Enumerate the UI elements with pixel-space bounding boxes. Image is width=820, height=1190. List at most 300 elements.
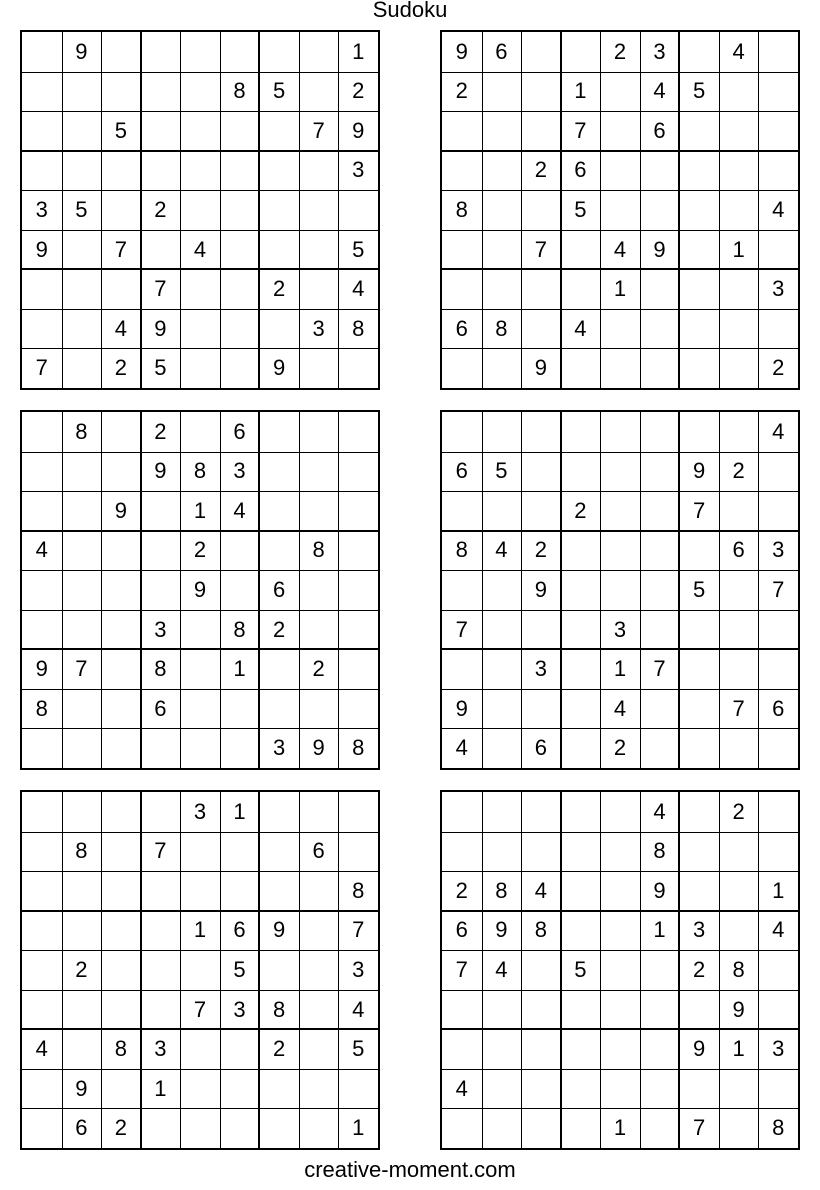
sudoku-cell[interactable] [22, 990, 62, 1030]
sudoku-cell[interactable] [180, 412, 220, 452]
sudoku-cell[interactable] [758, 610, 798, 650]
sudoku-cell[interactable] [62, 570, 102, 610]
sudoku-cell[interactable] [719, 911, 759, 951]
sudoku-cell[interactable]: 9 [35, 656, 48, 682]
sudoku-cell[interactable]: 8 [233, 616, 246, 642]
sudoku-cell[interactable]: 5 [233, 956, 246, 982]
sudoku-cell[interactable] [482, 72, 522, 112]
sudoku-cell[interactable] [299, 412, 339, 452]
sudoku-cell[interactable]: 5 [114, 117, 127, 143]
sudoku-cell[interactable]: 1 [613, 276, 627, 302]
sudoku-cell[interactable]: 1 [193, 917, 207, 943]
sudoku-cell[interactable] [442, 990, 482, 1030]
sudoku-cell[interactable] [482, 230, 522, 270]
sudoku-cell[interactable]: 4 [732, 38, 745, 64]
sudoku-cell[interactable] [220, 151, 260, 191]
sudoku-cell[interactable] [338, 610, 378, 650]
sudoku-cell[interactable] [640, 689, 680, 729]
sudoku-cell[interactable] [521, 32, 561, 72]
sudoku-cell[interactable]: 4 [455, 1075, 468, 1101]
sudoku-cell[interactable] [338, 190, 378, 230]
sudoku-cell[interactable]: 1 [233, 656, 246, 682]
sudoku-cell[interactable]: 7 [193, 996, 207, 1022]
sudoku-cell[interactable] [482, 1108, 522, 1148]
sudoku-cell[interactable] [299, 911, 339, 951]
sudoku-cell[interactable] [679, 151, 719, 191]
sudoku-cell[interactable] [259, 950, 299, 990]
sudoku-cell[interactable] [259, 649, 299, 689]
sudoku-cell[interactable]: 3 [35, 196, 48, 222]
sudoku-cell[interactable] [600, 412, 640, 452]
sudoku-cell[interactable] [679, 190, 719, 230]
sudoku-cell[interactable] [299, 151, 339, 191]
sudoku-cell[interactable] [299, 32, 339, 72]
sudoku-cell[interactable] [640, 412, 680, 452]
sudoku-cell[interactable]: 5 [352, 236, 365, 262]
sudoku-cell[interactable] [521, 72, 561, 112]
sudoku-cell[interactable] [338, 832, 378, 872]
sudoku-cell[interactable] [482, 689, 522, 729]
sudoku-cell[interactable]: 6 [732, 537, 745, 563]
sudoku-cell[interactable]: 1 [732, 236, 745, 262]
sudoku-cell[interactable] [600, 911, 640, 951]
sudoku-cell[interactable] [141, 871, 181, 911]
sudoku-cell[interactable] [758, 452, 798, 492]
sudoku-cell[interactable] [62, 230, 102, 270]
sudoku-cell[interactable] [482, 792, 522, 832]
sudoku-cell[interactable] [561, 269, 601, 309]
sudoku-cell[interactable]: 5 [692, 576, 706, 602]
sudoku-cell[interactable]: 8 [154, 656, 167, 682]
sudoku-cell[interactable]: 4 [653, 78, 666, 104]
sudoku-cell[interactable] [180, 1029, 220, 1069]
sudoku-cell[interactable] [679, 689, 719, 729]
sudoku-cell[interactable]: 5 [154, 355, 167, 381]
sudoku-cell[interactable] [220, 190, 260, 230]
sudoku-cell[interactable]: 5 [574, 196, 587, 222]
sudoku-cell[interactable] [101, 990, 141, 1030]
sudoku-cell[interactable] [600, 990, 640, 1030]
sudoku-cell[interactable] [561, 452, 601, 492]
sudoku-cell[interactable]: 2 [534, 537, 547, 563]
sudoku-cell[interactable] [338, 412, 378, 452]
sudoku-cell[interactable] [180, 1069, 220, 1109]
sudoku-cell[interactable]: 3 [154, 1036, 167, 1062]
sudoku-cell[interactable] [101, 151, 141, 191]
sudoku-cell[interactable] [62, 491, 102, 531]
sudoku-cell[interactable] [62, 151, 102, 191]
sudoku-cell[interactable] [338, 792, 378, 832]
sudoku-cell[interactable]: 9 [75, 1075, 88, 1101]
sudoku-cell[interactable] [259, 832, 299, 872]
sudoku-cell[interactable]: 1 [613, 656, 627, 682]
sudoku-cell[interactable]: 2 [732, 798, 745, 824]
sudoku-cell[interactable] [259, 309, 299, 349]
sudoku-cell[interactable] [640, 491, 680, 531]
sudoku-cell[interactable] [521, 190, 561, 230]
sudoku-cell[interactable] [299, 452, 339, 492]
sudoku-cell[interactable] [482, 151, 522, 191]
sudoku-cell[interactable] [758, 309, 798, 349]
sudoku-cell[interactable] [338, 348, 378, 388]
sudoku-cell[interactable] [338, 689, 378, 729]
sudoku-cell[interactable] [521, 1108, 561, 1148]
sudoku-cell[interactable] [299, 792, 339, 832]
sudoku-cell[interactable]: 6 [455, 315, 468, 341]
sudoku-cell[interactable] [180, 32, 220, 72]
sudoku-cell[interactable] [482, 269, 522, 309]
sudoku-cell[interactable] [22, 728, 62, 768]
sudoku-cell[interactable] [640, 950, 680, 990]
sudoku-cell[interactable]: 7 [732, 695, 745, 721]
sudoku-cell[interactable] [679, 230, 719, 270]
sudoku-cell[interactable] [719, 1108, 759, 1148]
sudoku-cell[interactable] [180, 348, 220, 388]
sudoku-cell[interactable]: 8 [653, 838, 666, 864]
sudoku-cell[interactable] [442, 792, 482, 832]
sudoku-cell[interactable] [719, 649, 759, 689]
sudoku-cell[interactable]: 7 [692, 1115, 706, 1141]
sudoku-cell[interactable]: 2 [272, 276, 286, 302]
sudoku-cell[interactable] [259, 190, 299, 230]
sudoku-cell[interactable] [141, 911, 181, 951]
sudoku-cell[interactable] [259, 151, 299, 191]
sudoku-cell[interactable] [719, 1069, 759, 1109]
sudoku-cell[interactable] [442, 348, 482, 388]
sudoku-cell[interactable] [259, 1108, 299, 1148]
sudoku-cell[interactable] [521, 111, 561, 151]
sudoku-cell[interactable] [180, 190, 220, 230]
sudoku-cell[interactable]: 2 [772, 355, 785, 381]
sudoku-cell[interactable]: 2 [534, 157, 547, 183]
sudoku-cell[interactable] [561, 348, 601, 388]
sudoku-cell[interactable] [220, 531, 260, 571]
sudoku-cell[interactable]: 9 [653, 236, 666, 262]
sudoku-cell[interactable] [442, 1108, 482, 1148]
sudoku-cell[interactable]: 3 [772, 276, 785, 302]
sudoku-cell[interactable] [22, 32, 62, 72]
sudoku-cell[interactable] [299, 570, 339, 610]
sudoku-cell[interactable]: 2 [272, 616, 286, 642]
sudoku-cell[interactable] [719, 348, 759, 388]
sudoku-cell[interactable]: 4 [495, 956, 508, 982]
sudoku-cell[interactable] [679, 728, 719, 768]
sudoku-cell[interactable] [101, 950, 141, 990]
sudoku-cell[interactable] [299, 689, 339, 729]
sudoku-cell[interactable]: 9 [154, 315, 167, 341]
sudoku-cell[interactable] [719, 570, 759, 610]
sudoku-cell[interactable] [600, 1069, 640, 1109]
sudoku-cell[interactable] [679, 309, 719, 349]
sudoku-cell[interactable] [561, 1108, 601, 1148]
sudoku-cell[interactable] [719, 610, 759, 650]
sudoku-cell[interactable] [62, 269, 102, 309]
sudoku-cell[interactable] [62, 871, 102, 911]
sudoku-cell[interactable] [101, 871, 141, 911]
sudoku-cell[interactable]: 8 [495, 877, 508, 903]
sudoku-cell[interactable] [62, 72, 102, 112]
sudoku-cell[interactable] [180, 689, 220, 729]
sudoku-cell[interactable]: 7 [455, 616, 468, 642]
sudoku-cell[interactable]: 4 [613, 236, 627, 262]
sudoku-cell[interactable] [640, 610, 680, 650]
sudoku-cell[interactable] [482, 570, 522, 610]
sudoku-cell[interactable]: 8 [455, 537, 468, 563]
sudoku-cell[interactable] [22, 871, 62, 911]
sudoku-cell[interactable] [482, 348, 522, 388]
sudoku-cell[interactable]: 4 [233, 497, 246, 523]
sudoku-cell[interactable]: 9 [75, 38, 88, 64]
sudoku-cell[interactable] [62, 689, 102, 729]
sudoku-cell[interactable] [259, 871, 299, 911]
sudoku-cell[interactable] [180, 871, 220, 911]
sudoku-cell[interactable] [62, 610, 102, 650]
sudoku-cell[interactable] [482, 649, 522, 689]
sudoku-cell[interactable]: 9 [653, 877, 666, 903]
sudoku-cell[interactable] [482, 728, 522, 768]
sudoku-cell[interactable] [758, 990, 798, 1030]
sudoku-cell[interactable]: 8 [75, 838, 88, 864]
sudoku-cell[interactable]: 4 [495, 537, 508, 563]
sudoku-cell[interactable] [482, 491, 522, 531]
sudoku-cell[interactable]: 4 [653, 798, 666, 824]
sudoku-cell[interactable] [141, 111, 181, 151]
sudoku-cell[interactable]: 6 [272, 576, 286, 602]
sudoku-cell[interactable]: 4 [534, 877, 547, 903]
sudoku-cell[interactable]: 6 [154, 695, 167, 721]
sudoku-cell[interactable]: 6 [574, 157, 587, 183]
sudoku-cell[interactable]: 6 [495, 38, 508, 64]
sudoku-cell[interactable] [521, 309, 561, 349]
sudoku-cell[interactable] [141, 570, 181, 610]
sudoku-cell[interactable]: 6 [534, 735, 547, 761]
sudoku-cell[interactable] [220, 1108, 260, 1148]
sudoku-cell[interactable]: 7 [154, 276, 167, 302]
sudoku-cell[interactable] [640, 531, 680, 571]
sudoku-cell[interactable] [640, 348, 680, 388]
sudoku-cell[interactable] [180, 111, 220, 151]
sudoku-cell[interactable]: 7 [455, 956, 468, 982]
sudoku-cell[interactable] [521, 792, 561, 832]
sudoku-cell[interactable] [220, 832, 260, 872]
sudoku-cell[interactable] [561, 32, 601, 72]
sudoku-cell[interactable]: 1 [154, 1075, 167, 1101]
sudoku-cell[interactable] [180, 269, 220, 309]
sudoku-cell[interactable] [22, 610, 62, 650]
sudoku-cell[interactable]: 5 [272, 78, 286, 104]
sudoku-cell[interactable]: 3 [772, 537, 785, 563]
sudoku-cell[interactable]: 4 [613, 695, 627, 721]
sudoku-cell[interactable]: 3 [233, 458, 246, 484]
sudoku-cell[interactable] [338, 452, 378, 492]
sudoku-cell[interactable] [220, 230, 260, 270]
sudoku-cell[interactable]: 1 [352, 1115, 365, 1141]
sudoku-cell[interactable] [561, 1029, 601, 1069]
sudoku-cell[interactable] [442, 491, 482, 531]
sudoku-cell[interactable] [299, 348, 339, 388]
sudoku-cell[interactable]: 3 [653, 38, 666, 64]
sudoku-cell[interactable] [679, 111, 719, 151]
sudoku-cell[interactable]: 3 [772, 1036, 785, 1062]
sudoku-cell[interactable] [600, 570, 640, 610]
sudoku-cell[interactable]: 1 [574, 78, 587, 104]
sudoku-cell[interactable] [220, 1029, 260, 1069]
sudoku-cell[interactable] [259, 491, 299, 531]
sudoku-cell[interactable] [62, 348, 102, 388]
sudoku-cell[interactable] [22, 911, 62, 951]
sudoku-cell[interactable]: 2 [352, 78, 365, 104]
sudoku-cell[interactable]: 9 [352, 117, 365, 143]
sudoku-cell[interactable] [22, 570, 62, 610]
sudoku-cell[interactable] [338, 1069, 378, 1109]
sudoku-cell[interactable]: 8 [193, 458, 207, 484]
sudoku-cell[interactable]: 4 [193, 236, 207, 262]
sudoku-cell[interactable]: 3 [352, 956, 365, 982]
sudoku-cell[interactable]: 6 [455, 458, 468, 484]
sudoku-cell[interactable] [141, 1108, 181, 1148]
sudoku-cell[interactable] [640, 1029, 680, 1069]
sudoku-cell[interactable] [141, 230, 181, 270]
sudoku-cell[interactable] [180, 950, 220, 990]
sudoku-cell[interactable]: 3 [272, 735, 286, 761]
sudoku-cell[interactable] [442, 111, 482, 151]
sudoku-cell[interactable] [259, 452, 299, 492]
sudoku-cell[interactable]: 8 [114, 1036, 127, 1062]
sudoku-cell[interactable] [180, 72, 220, 112]
sudoku-cell[interactable]: 3 [352, 157, 365, 183]
sudoku-cell[interactable] [180, 728, 220, 768]
sudoku-cell[interactable]: 7 [534, 236, 547, 262]
sudoku-cell[interactable] [521, 1069, 561, 1109]
sudoku-cell[interactable] [101, 1069, 141, 1109]
sudoku-cell[interactable] [719, 491, 759, 531]
sudoku-cell[interactable] [442, 832, 482, 872]
sudoku-cell[interactable]: 2 [613, 38, 627, 64]
sudoku-cell[interactable] [299, 610, 339, 650]
sudoku-cell[interactable] [442, 230, 482, 270]
sudoku-cell[interactable] [62, 309, 102, 349]
sudoku-cell[interactable] [101, 452, 141, 492]
sudoku-cell[interactable]: 7 [35, 355, 48, 381]
sudoku-cell[interactable]: 7 [312, 117, 325, 143]
sudoku-cell[interactable] [259, 412, 299, 452]
sudoku-cell[interactable]: 7 [692, 497, 706, 523]
sudoku-cell[interactable]: 2 [455, 78, 468, 104]
sudoku-cell[interactable] [101, 570, 141, 610]
sudoku-cell[interactable] [521, 412, 561, 452]
sudoku-cell[interactable]: 4 [352, 996, 365, 1022]
sudoku-cell[interactable]: 1 [772, 877, 785, 903]
sudoku-cell[interactable] [338, 649, 378, 689]
sudoku-cell[interactable] [521, 689, 561, 729]
sudoku-cell[interactable] [758, 792, 798, 832]
sudoku-cell[interactable] [561, 1069, 601, 1109]
sudoku-cell[interactable] [141, 151, 181, 191]
sudoku-cell[interactable] [521, 990, 561, 1030]
sudoku-cell[interactable] [561, 531, 601, 571]
sudoku-cell[interactable] [600, 309, 640, 349]
sudoku-cell[interactable] [679, 32, 719, 72]
sudoku-cell[interactable] [101, 531, 141, 571]
sudoku-cell[interactable] [640, 990, 680, 1030]
sudoku-cell[interactable] [22, 1108, 62, 1148]
sudoku-cell[interactable] [719, 871, 759, 911]
sudoku-cell[interactable] [101, 269, 141, 309]
sudoku-cell[interactable]: 8 [75, 418, 88, 444]
sudoku-cell[interactable] [679, 412, 719, 452]
sudoku-cell[interactable] [719, 309, 759, 349]
sudoku-cell[interactable] [101, 649, 141, 689]
sudoku-cell[interactable] [719, 269, 759, 309]
sudoku-cell[interactable] [220, 269, 260, 309]
sudoku-cell[interactable] [482, 111, 522, 151]
sudoku-cell[interactable] [561, 792, 601, 832]
sudoku-cell[interactable] [640, 728, 680, 768]
sudoku-cell[interactable]: 3 [193, 798, 207, 824]
sudoku-cell[interactable] [600, 1029, 640, 1069]
sudoku-cell[interactable] [180, 610, 220, 650]
sudoku-cell[interactable] [521, 832, 561, 872]
sudoku-cell[interactable]: 6 [233, 418, 246, 444]
sudoku-cell[interactable] [600, 491, 640, 531]
sudoku-cell[interactable] [299, 269, 339, 309]
sudoku-cell[interactable] [22, 950, 62, 990]
sudoku-cell[interactable] [180, 151, 220, 191]
sudoku-cell[interactable] [338, 491, 378, 531]
sudoku-cell[interactable] [22, 72, 62, 112]
sudoku-cell[interactable]: 2 [154, 418, 167, 444]
sudoku-cell[interactable]: 3 [613, 616, 627, 642]
sudoku-cell[interactable] [482, 412, 522, 452]
sudoku-cell[interactable] [640, 452, 680, 492]
sudoku-cell[interactable] [442, 151, 482, 191]
sudoku-cell[interactable] [299, 990, 339, 1030]
sudoku-cell[interactable]: 9 [312, 735, 325, 761]
sudoku-cell[interactable] [600, 950, 640, 990]
sudoku-cell[interactable]: 4 [772, 418, 785, 444]
sudoku-cell[interactable] [442, 570, 482, 610]
sudoku-cell[interactable] [758, 230, 798, 270]
sudoku-cell[interactable]: 9 [193, 576, 207, 602]
sudoku-cell[interactable]: 5 [495, 458, 508, 484]
sudoku-cell[interactable] [521, 269, 561, 309]
sudoku-cell[interactable]: 2 [193, 537, 207, 563]
sudoku-cell[interactable] [561, 911, 601, 951]
sudoku-cell[interactable]: 9 [35, 236, 48, 262]
sudoku-cell[interactable] [640, 269, 680, 309]
sudoku-cell[interactable] [482, 1029, 522, 1069]
sudoku-cell[interactable] [442, 649, 482, 689]
sudoku-cell[interactable] [299, 72, 339, 112]
sudoku-cell[interactable] [600, 348, 640, 388]
sudoku-cell[interactable] [259, 689, 299, 729]
sudoku-cell[interactable] [758, 72, 798, 112]
sudoku-cell[interactable] [141, 990, 181, 1030]
sudoku-cell[interactable] [22, 151, 62, 191]
sudoku-cell[interactable]: 4 [772, 917, 785, 943]
sudoku-cell[interactable]: 5 [574, 956, 587, 982]
sudoku-cell[interactable]: 6 [75, 1115, 88, 1141]
sudoku-cell[interactable]: 8 [732, 956, 745, 982]
sudoku-cell[interactable] [521, 491, 561, 531]
sudoku-cell[interactable]: 2 [692, 956, 706, 982]
sudoku-cell[interactable] [22, 792, 62, 832]
sudoku-cell[interactable] [101, 792, 141, 832]
sudoku-cell[interactable] [600, 871, 640, 911]
sudoku-cell[interactable] [758, 649, 798, 689]
sudoku-cell[interactable] [758, 728, 798, 768]
sudoku-cell[interactable] [22, 832, 62, 872]
